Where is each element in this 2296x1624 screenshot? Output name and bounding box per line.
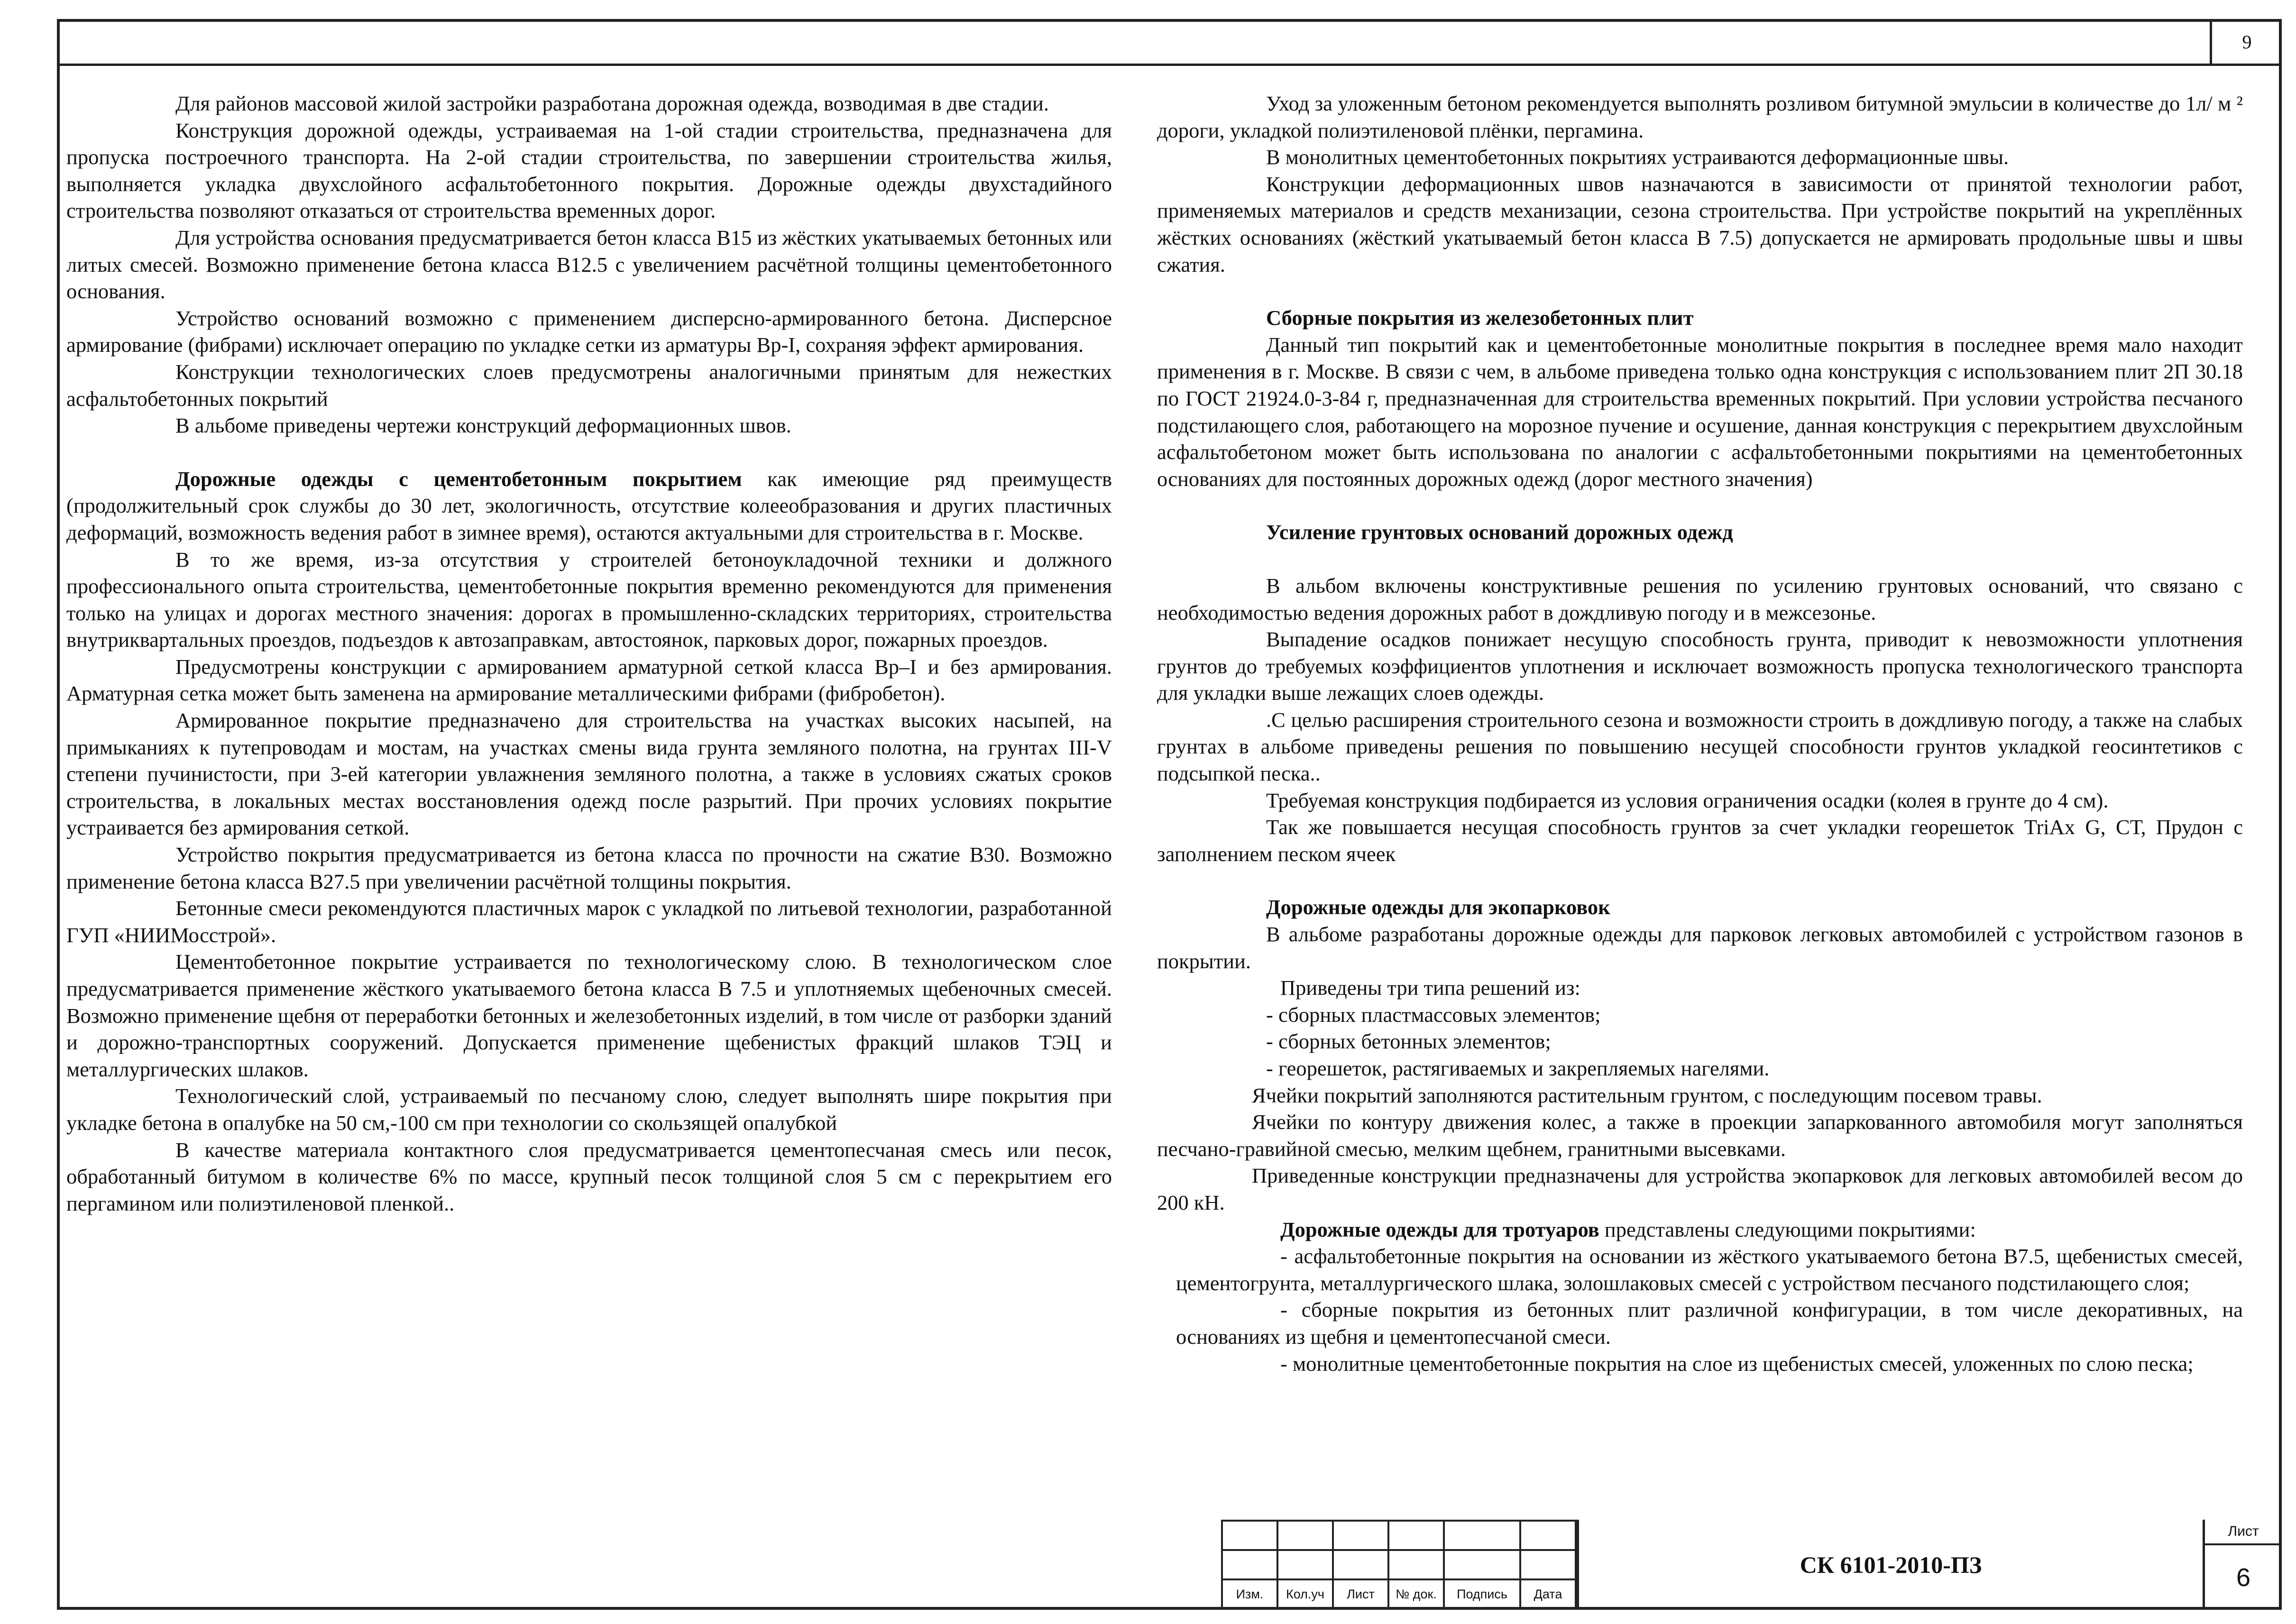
bold-lead: Дорожные одежды с цементобетонным покрытием: [175, 467, 742, 491]
paragraph: [66, 466, 1112, 546]
paragraph: В качестве материала контактного слоя предусматривается цементопесчаная смесь или песок, обработанный битумом в количестве 6% по массе, крупный песок толщиной слоя 5 см с перекрытием его пергамином или полиэтиленовой пленкой..: [66, 1138, 1112, 1215]
paragraph: В альбоме приведены чертежи конструкций деформационных швов.: [175, 413, 791, 438]
paragraph: Приведены три типа решений из:: [1280, 976, 1580, 1000]
paragraph: Ячейки покрытий заполняются растительным грунтом, с последующим посевом травы.: [1252, 1083, 2042, 1107]
list-item: - георешеток, растягиваемых и закрепляемых нагелями.: [1266, 1056, 1770, 1080]
document-code: СК 6101-2010-ПЗ: [1577, 1520, 2203, 1610]
paragraph: В то же время, из-за отсутствия у строителей бетоноукладочной техники и должного профессионального опыта строительства, цементобетонные покрытия временно рекомендуются для применения только на улицах и дорогах местного значения: дорогах в промышленно-складских территориях, строительства внутриквартальных проездов, подъездов к автозаправкам, автостоянок, парковых дорог, пожарных проездов.: [66, 547, 1112, 652]
paragraph: В альбоме разработаны дорожные одежды для парковок легковых автомобилей с устройством газонов в покрытии.: [1157, 922, 2243, 973]
paragraph: Уход за уложенным бетоном рекомендуется выполнять розливом битумной эмульсии в количестве до 1л/ м ² дороги, укладкой полиэтиленовой плёнки, пергамина.: [1157, 92, 2243, 142]
paragraph: Конструкция дорожной одежды, устраиваемая на 1-ой стадии строительства, предназначена для пропуска построечного транспорта. На 2-ой стадии строительства, по завершении строительства жилья, выполняется укладка двухслойного асфальтобетонного покрытия. Дорожные одежды двухстадийного строительства позволяют отказаться от строительства временных дорог.: [66, 118, 1112, 223]
paragraph: Конструкции деформационных швов назначаются в зависимости от принятой технологии работ, применяемых материалов и средств механизации, сезона строительства. При устройстве покрытий на укреплённых жёстких основаниях (жёсткий укатываемый бетон класса В 7.5) допускается не армировать продольные швы и швы сжатия.: [1157, 172, 2243, 276]
paragraph: Бетонные смеси рекомендуются пластичных марок с укладкой по литьевой технологии, разработанной ГУП «НИИМосстрой».: [66, 896, 1112, 947]
paragraph: Ячейки по контуру движения колес, а также в проекции запаркованного автомобиля могут заполняться песчано-гравийной смесью, мелким щебнем, гранитными высевками.: [1157, 1110, 2243, 1161]
header-izm: Изм.: [1222, 1579, 1277, 1609]
paragraph: В альбом включены конструктивные решения по усилению грунтовых оснований, что связано с необходимостью ведения дорожных работ в дождливую погоду и в межсезонье.: [1157, 573, 2243, 624]
left-column: [66, 90, 1112, 1217]
paragraph: .С целью расширения строительного сезона и возможности строить в дождливую погоду, а также на слабых грунтах в альбоме приведены решения по повышению несущей способности грунтов укладкой геосинтетиков с подсыпкой песка..: [1157, 707, 2243, 786]
sheet-box: [2203, 1520, 2282, 1610]
header-kol-uch: Кол.уч: [1277, 1579, 1333, 1609]
page-number: 9: [2210, 19, 2282, 64]
paragraph: В монолитных цементобетонных покрытиях устраиваются деформационные швы.: [1266, 145, 2009, 169]
list-item: - монолитные цементобетонные покрытия на слое из щебенистых смесей, уложенных по слою песка;: [1280, 1351, 2194, 1376]
paragraph: Армированное покрытие предназначено для строительства на участках высоких насыпей, на примыканиях к путепроводам и мостам, на участках смены вида грунта земляного полотна, на грунтах III-V степени пучинистости, при 3-ей категории увлажнения земляного полотна, а также в условиях сжатых сроков строительства, в локальных местах восстановления одежд после разрытий. При прочих условиях покрытие устраивается без армирования сеткой.: [66, 708, 1112, 840]
header-list: Лист: [1333, 1579, 1388, 1609]
paragraph: Конструкции технологических слоев предусмотрены аналогичными принятым для нежестких асфальтобетонных покрытий: [66, 359, 1112, 411]
header-doc-number: № док.: [1388, 1579, 1444, 1609]
paragraph: Предусмотрены конструкции с армированием арматурной сеткой класса Вр–I и без армирования. Арматурная сетка может быть заменена на армирование металлическими фибрами (фибробетон).: [66, 654, 1112, 706]
header-date: Дата: [1520, 1579, 1576, 1609]
paragraph: Выпадение осадков понижает несущую способность грунта, приводит к невозможности уплотнения грунтов до требуемых коэффициентов уплотнения и исключает возможность пропуска технологического транспорта для укладки выше лежащих слоев одежды.: [1157, 627, 2243, 705]
paragraph: Требуемая конструкция подбирается из условия ограничения осадки (колея в грунте до 4 см).: [1266, 788, 2109, 812]
paragraph: Для устройства основания предусматривается бетон класса В15 из жёстких укатываемых бетонных или литых смесей. Возможно применение бетона класса В12.5 с увеличением расчётной толщины цементобетонного основания.: [66, 225, 1112, 303]
list-item: - сборных пластмассовых элементов;: [1266, 1002, 1601, 1027]
paragraph: [1157, 1216, 2243, 1243]
header-signature: Подпись: [1444, 1579, 1520, 1609]
paragraph: Устройство покрытия предусматривается из бетона класса по прочности на сжатие В30. Возможно применение бетона класса В27.5 при увеличении расчётной толщины покрытия.: [66, 843, 1112, 893]
section-heading: Усиление грунтовых оснований дорожных одежд: [1266, 520, 1733, 544]
sheet-number: 6: [2236, 1563, 2251, 1592]
paragraph-text: представлены следующими покрытиями:: [1599, 1217, 1976, 1241]
paragraph: Приведенные конструкции предназначены для устройства экопарковок для легковых автомобилей весом до 200 кН.: [1157, 1164, 2243, 1214]
paragraph-text: как имеющие ряд преимуществ (продолжительный срок службы до 30 лет, экологичность, отсутствие колееобразования и других пластичных деформаций, возможность ведения работ в зимнее время), остаются актуальными для строительства в г. Москве.: [66, 467, 1112, 544]
revision-table: [1221, 1520, 1577, 1610]
list-item: - сборные покрытия из бетонных плит различной конфигурации, в том числе декоративных, на основаниях из щебня и цементопесчаной смеси.: [1176, 1298, 2243, 1349]
list-item: - асфальтобетонные покрытия на основании из жёсткого укатываемого бетона В7.5, щебенистых смесей, цементогрунта, металлургического шлака, золошлаковых смесей с устройством песчаного подстилающего слоя;: [1176, 1244, 2243, 1295]
section-heading: Дорожные одежды для экопарковок: [1266, 895, 1610, 919]
paragraph: Технологический слой, устраиваемый по песчаному слою, следует выполнять шире покрытия при укладке бетона в опалубке на 50 см,-100 см при технологии со скользящей опалубкой: [66, 1084, 1112, 1135]
list-item: - сборных бетонных элементов;: [1266, 1029, 1551, 1054]
bold-lead: Дорожные одежды для тротуаров: [1280, 1217, 1599, 1241]
section-heading: Сборные покрытия из железобетонных плит: [1266, 306, 1694, 330]
header-line: [57, 64, 2282, 66]
paragraph: Так же повышается несущая способность грунтов за счет укладки георешеток TriAx G, СТ, Прудон с заполнением песком ячеек: [1157, 815, 2243, 866]
paragraph: Цементобетонное покрытие устраивается по технологическому слою. В технологическом слое предусматривается применение жёсткого укатываемого бетона класса В 7.5 и уплотняемых щебеночных смесей. Возможно применение щебня от переработки бетонных и железобетонных изделий, в том числе от разборки зданий и дорожно-транспортных сооружений. Допускается применение щебенистых фракций шлаков ТЭЦ и металлургических шлаков.: [66, 950, 1112, 1081]
paragraph: Данный тип покрытий как и цементобетонные монолитные покрытия в последнее время мало находит применения в г. Москве. В связи с чем, в альбоме приведена только одна конструкция с использованием плит 2П 30.18 по ГОСТ 21924.0-3-84 г, предназначенная для строительства временных покрытий. При условии устройства песчаного подстилающего слоя, работающего на морозное пучение и осушение, данная конструкция с перекрытием двухслойным асфальтобетоном может быть использована по аналогии с асфальтобетонными покрытиями на цементобетонных основаниях для постоянных дорожных одежд (дорог местного значения): [1157, 332, 2243, 491]
paragraph: Устройство оснований возможно с применением дисперсно-армированного бетона. Дисперсное армирование (фибрами) исключает операцию по укладке сетки из арматуры Вр-I, сохраняя эффект армирования.: [66, 306, 1112, 357]
title-block: [1221, 1520, 2282, 1610]
sheet-label: Лист: [2205, 1520, 2282, 1545]
right-column: [1157, 90, 2243, 1377]
paragraph: Для районов массовой жилой застройки разработана дорожная одежда, возводимая в две стадии.: [175, 92, 1049, 115]
